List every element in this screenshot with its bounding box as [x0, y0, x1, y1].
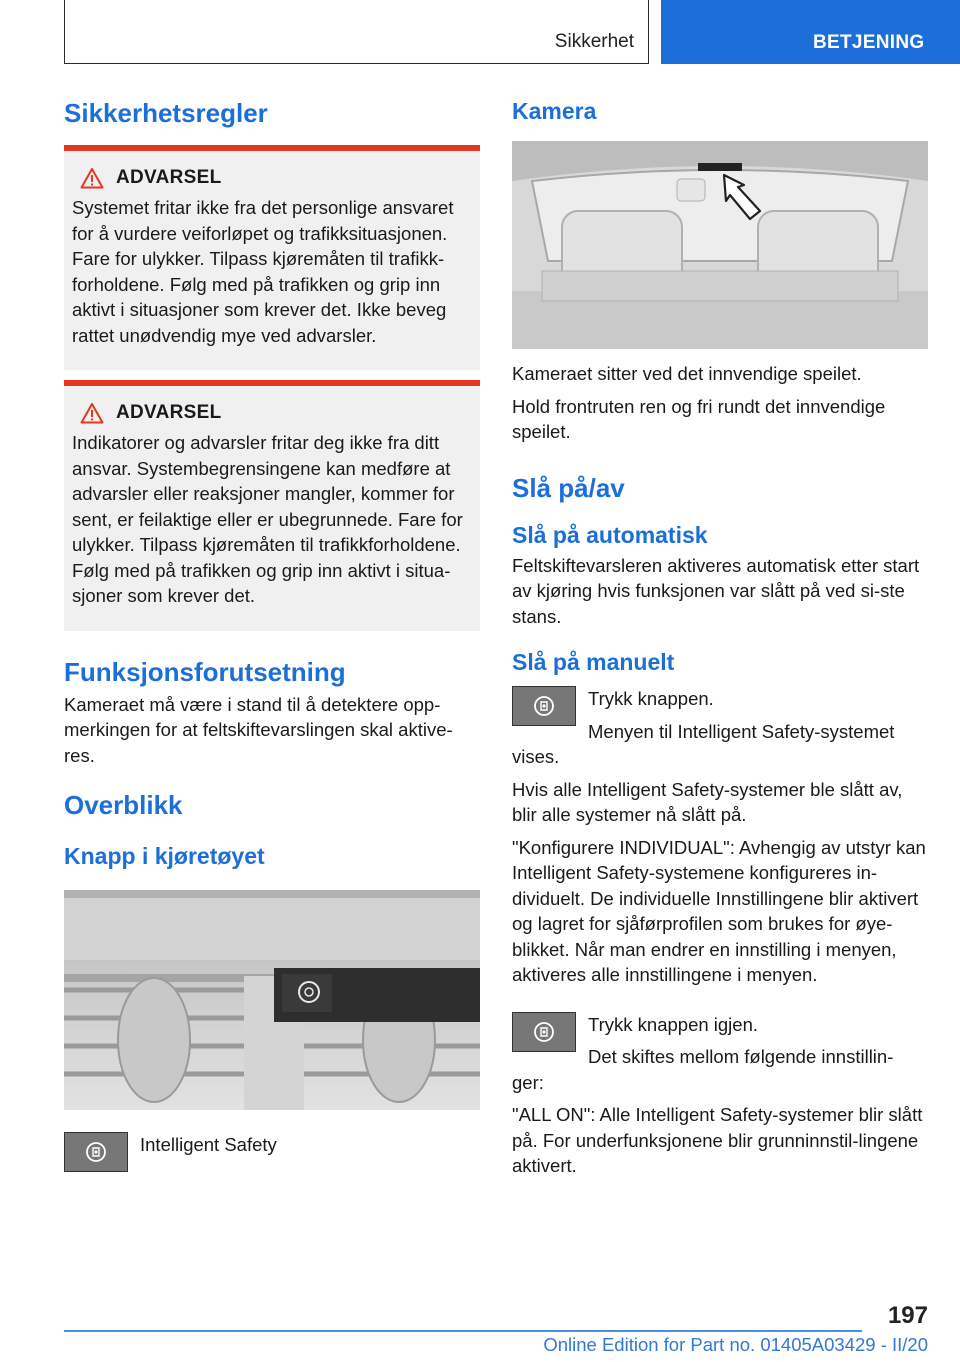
warning-title-2 — [80, 402, 472, 424]
prerequisite-heading: Funksjonsforutsetning — [64, 656, 346, 687]
warning-text-2: Indikatorer og advarsler fritar deg ikke fra ditt ansvar. Systembegrensingene kan medføre at advarsler eller reaksjoner mangler, kommer for sent, er feilaktige eller er ubegrunnede. Fare for ulykker. Tilpass kjøremåten til trafikkforholdene. Følg med på trafikken og grip inn aktivt i situa-sjoner som krever det. — [72, 432, 463, 606]
manual-step-2-result: Det skiftes mellom følgende innstillin- — [588, 1046, 894, 1067]
camera-location-figure — [512, 141, 928, 349]
auto-on-heading: Slå på automatisk — [512, 521, 708, 548]
manual-step-2-text: Trykk knappen igjen. — [588, 1013, 759, 1035]
manual-text-2: Hvis alle Intelligent Safety-systemer ble slått av, blir alle systemer nå slått på. — [512, 778, 903, 825]
manual-text-3: "Konfigurere INDIVIDUAL": Avhengig av utstyr kan Intelligent Safety-systemene konfigureres in-dividuelt. De individuelle Innstillingene blir aktivert og lagret for sjåførprofilen som brukes for øye-blikket. Når man endrer en innstilling i menyen, aktiveres alle innstillingene i menyen. — [512, 836, 926, 985]
button-caption-row — [64, 1132, 480, 1172]
safety-rules-heading: Sikkerhetsregler — [64, 98, 268, 128]
manual-step-1 — [512, 686, 928, 744]
manual-on-heading: Slå på manuelt — [512, 649, 675, 675]
warning-text-1: Systemet fritar ikke fra det personlige ansvaret for å vurdere veiforløpet og trafikksituasjonen. Fare for ulykker. Tilpass kjøremåten til trafikk-forholdene. Følg med på trafikken og grip inn aktivt i situasjoner som krever det. Ikke beveg rattet unødvendig mye ved advarsler. — [72, 197, 454, 346]
warning-triangle-icon — [80, 167, 104, 189]
button-in-vehicle-heading: Knapp i kjøretøyet — [64, 843, 265, 869]
warning-label-2: ADVARSEL — [116, 402, 222, 423]
left-column — [64, 98, 480, 1172]
header-section-box — [64, 0, 649, 64]
manual-step-1-result: Menyen til Intelligent Safety-systemet — [588, 720, 895, 742]
manual-step-2-result-cont: ger: — [512, 1071, 544, 1093]
warning-triangle-icon — [80, 402, 104, 424]
header-chapter-label: BETJENING — [813, 32, 925, 53]
warning-title-1 — [80, 167, 472, 189]
footer-edition-text: Online Edition for Part no. 01405A03429 - II/20 — [543, 1334, 928, 1355]
manual-step-1-result-cont: vises. — [512, 746, 560, 767]
intelligent-safety-caption: Intelligent Safety — [140, 1134, 277, 1155]
right-column — [512, 98, 928, 1179]
footer-divider — [64, 1330, 862, 1332]
intelligent-safety-button-icon — [64, 1132, 128, 1172]
prerequisite-text: Kameraet må være i stand til å detektere opp-merkingen for at feltskiftevarslingen skal aktive-res. — [64, 693, 453, 766]
warning-box-2 — [64, 380, 480, 631]
overview-heading: Overblikk — [64, 790, 183, 820]
camera-text-2: Hold frontruten ren og fri rundt det innvendige speilet. — [512, 395, 886, 442]
header-chapter-tab — [661, 0, 960, 64]
on-off-heading: Slå på/av — [512, 472, 625, 503]
intelligent-safety-button-icon — [512, 686, 576, 726]
warning-box-1 — [64, 145, 480, 370]
header-section-label: Sikkerhet — [554, 31, 634, 52]
intelligent-safety-button-icon — [512, 1012, 576, 1052]
camera-heading: Kamera — [512, 98, 597, 124]
page-number: 197 — [887, 1302, 928, 1329]
auto-on-text: Feltskiftevarsleren aktiveres automatisk etter start av kjøring hvis funksjonen var slått på ved si-ste stans. — [512, 554, 920, 627]
dashboard-button-figure — [64, 890, 480, 1110]
manual-text-4: "ALL ON": Alle Intelligent Safety-systemer blir slått på. For underfunksjonene blir grunninnstil-lingene aktivert. — [512, 1104, 923, 1176]
warning-label-1: ADVARSEL — [116, 167, 222, 188]
manual-step-2 — [512, 1012, 928, 1070]
camera-text-1: Kameraet sitter ved det innvendige speilet. — [512, 363, 862, 384]
manual-step-1-text: Trykk knappen. — [588, 688, 714, 709]
